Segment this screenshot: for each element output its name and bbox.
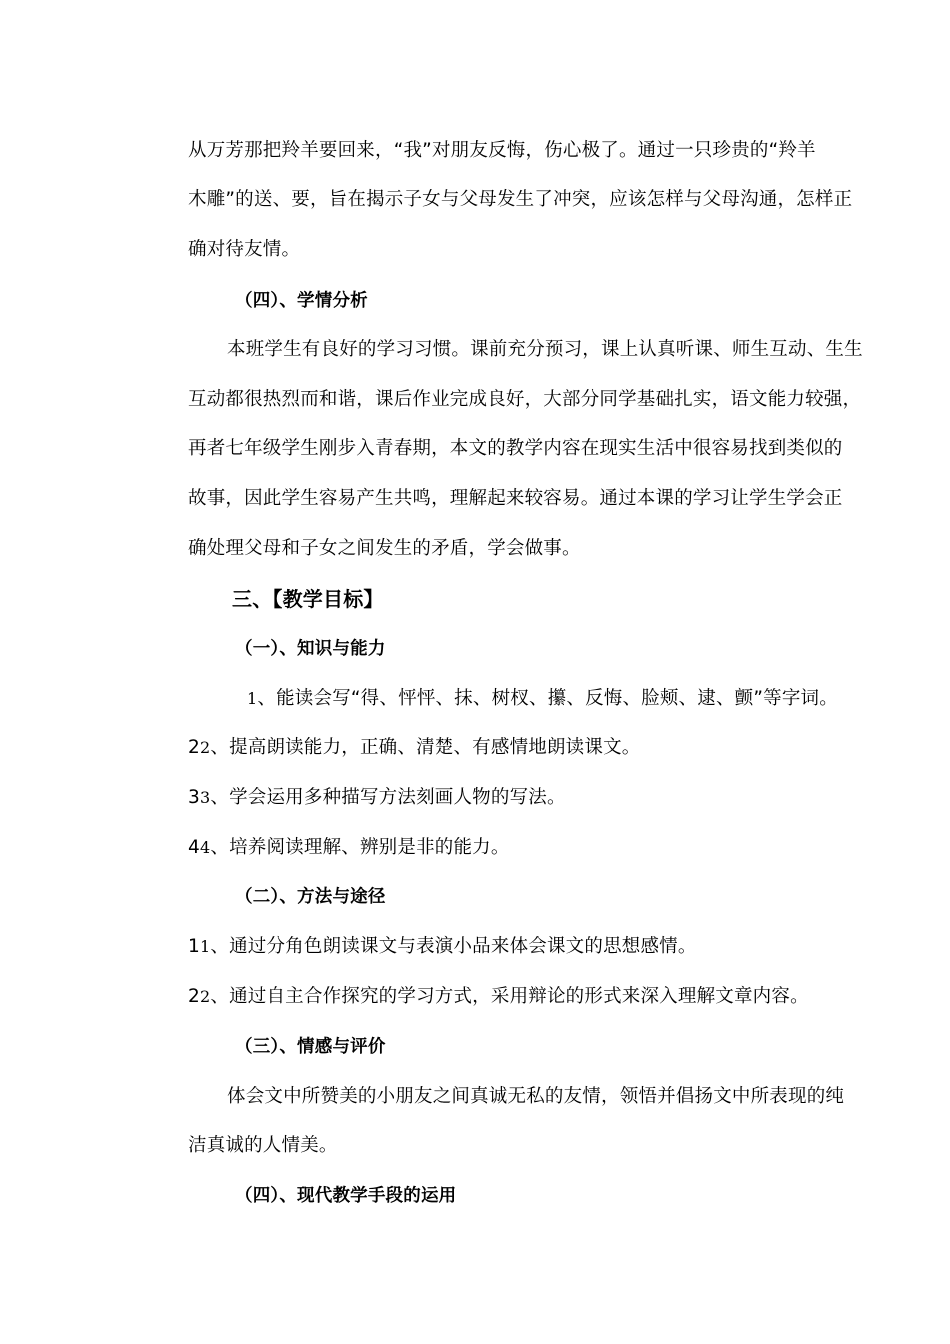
item-number: 2 — [188, 737, 200, 758]
section-heading-media: （四）、现代教学手段的运用 — [235, 1186, 457, 1206]
item-number-dup: 2 — [199, 987, 211, 1006]
section-heading-emotion: （三）、情感与评价 — [235, 1037, 386, 1057]
item-number: 1 — [247, 689, 258, 708]
list-item — [247, 687, 857, 711]
text-line: 互动都很热烈而和谐，课后作业完成良好，大部分同学基础扎实，语文能力较强， — [188, 389, 862, 410]
section-heading-method: （二）、方法与途径 — [235, 887, 386, 907]
list-item — [188, 935, 858, 959]
item-text: 、培养阅读理解、辨别是非的能力。 — [210, 837, 510, 858]
list-item — [188, 836, 858, 860]
chapter-title: 三、【教学目标】 — [232, 587, 384, 611]
text-line: 本班学生有良好的学习习惯。课前充分预习，课上认真听课、师生互动、生生 — [227, 339, 863, 360]
list-item — [188, 736, 858, 760]
list-item — [188, 985, 858, 1009]
text-line: 木雕”的送、要，旨在揭示子女与父母发生了冲突，应该怎样与父母沟通，怎样正 — [188, 189, 853, 210]
item-number: 2 — [188, 986, 200, 1007]
text-line: 体会文中所赞美的小朋友之间真诚无私的友情，领悟并倡扬文中所表现的纯 — [227, 1086, 845, 1107]
item-number-dup: 4 — [199, 838, 211, 857]
item-number: 3 — [188, 787, 200, 808]
item-text: 、提高朗读能力，正确、清楚、有感情地朗读课文。 — [210, 737, 641, 758]
list-item — [188, 786, 858, 810]
item-number: 1 — [188, 936, 200, 957]
text-line: 故事，因此学生容易产生共鸣，理解起来较容易。通过本课的学习让学生学会正 — [188, 488, 843, 509]
text-line: 确对待友情。 — [188, 239, 301, 260]
text-line: 从万芳那把羚羊要回来，“我”对朋友反悔，伤心极了。通过一只珍贵的“羚羊 — [188, 140, 816, 161]
section-heading-knowledge: （一）、知识与能力 — [235, 639, 386, 659]
item-text: 、能读会写“得、怦怦、抹、树杈、攥、反悔、脸颊、逮、颤”等字词。 — [257, 688, 838, 709]
section-heading-analysis: （四）、学情分析 — [235, 291, 368, 311]
item-number: 4 — [188, 837, 200, 858]
item-text: 、通过分角色朗读课文与表演小品来体会课文的思想感情。 — [210, 936, 697, 957]
item-text: 、学会运用多种描写方法刻画人物的写法。 — [210, 787, 566, 808]
item-number-dup: 2 — [199, 738, 211, 757]
item-number-dup: 1 — [199, 937, 211, 956]
item-number-dup: 3 — [199, 788, 211, 807]
text-line: 确处理父母和子女之间发生的矛盾，学会做事。 — [188, 538, 581, 559]
text-line: 洁真诚的人情美。 — [188, 1135, 338, 1156]
item-text: 、通过自主合作探究的学习方式，采用辩论的形式来深入理解文章内容。 — [210, 986, 809, 1007]
text-line: 再者七年级学生刚步入青春期，本文的教学内容在现实生活中很容易找到类似的 — [188, 438, 843, 459]
